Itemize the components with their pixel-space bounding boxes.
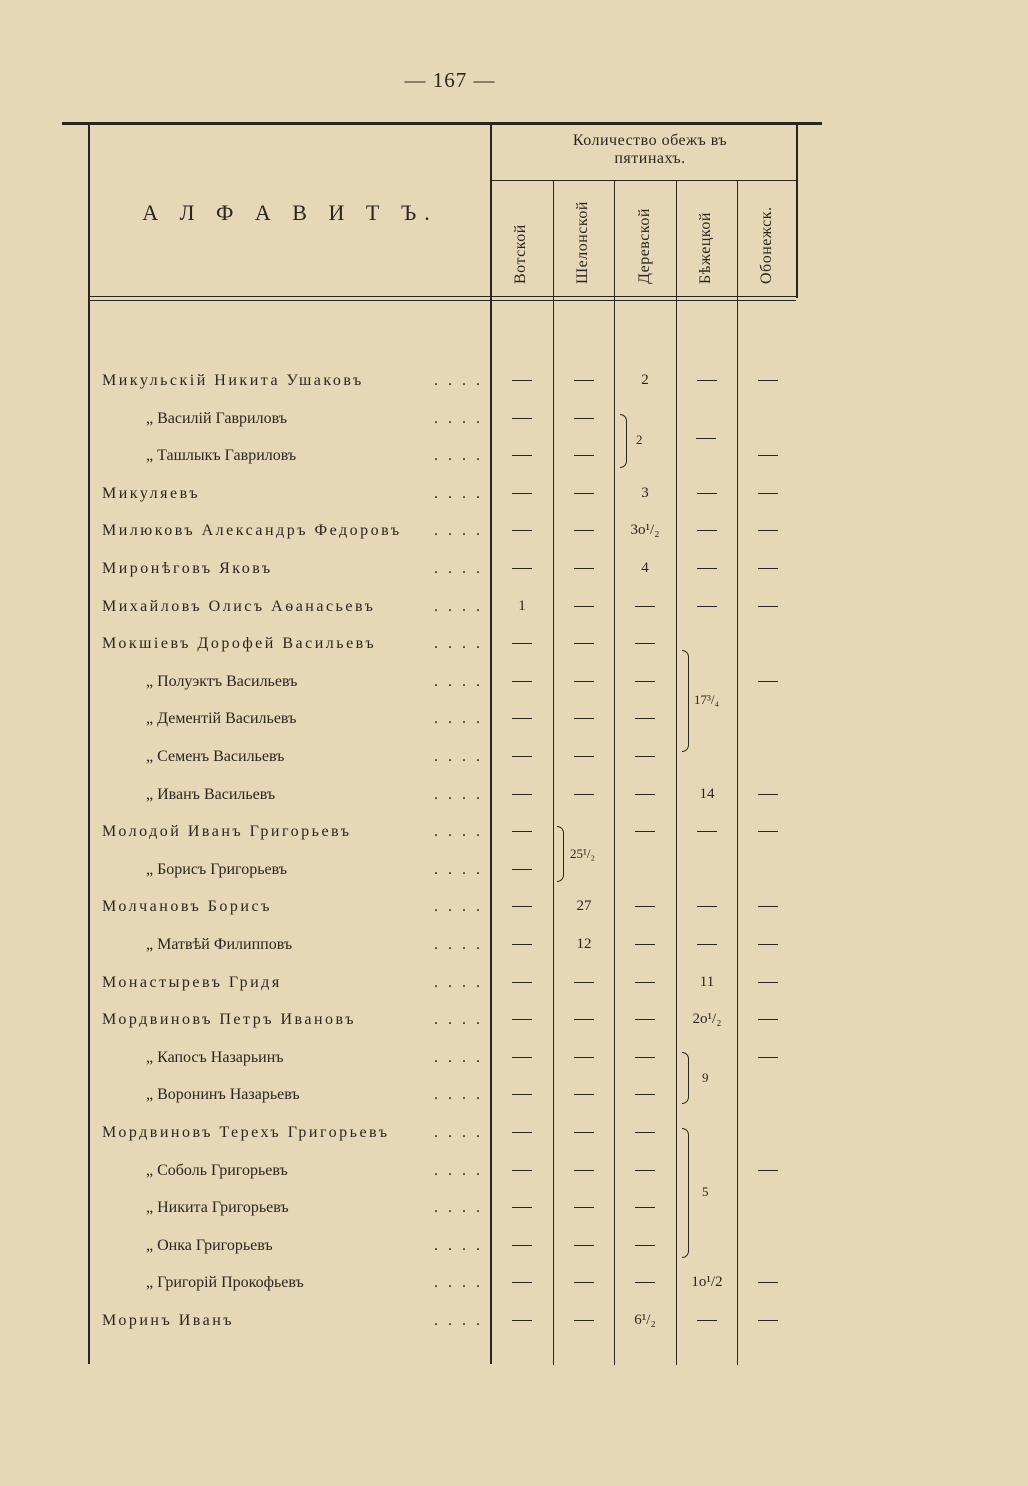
dot-leaders: . . . . <box>434 522 483 539</box>
dash-mark <box>635 756 655 758</box>
obzh-cell <box>554 1011 614 1028</box>
table-top-rule <box>62 122 822 125</box>
table-row <box>0 1237 1028 1267</box>
dash-mark <box>635 1282 655 1284</box>
dash-mark <box>635 606 655 608</box>
entry-name: „ Ташлыкъ Гавриловъ <box>146 447 297 464</box>
dash-mark <box>512 718 532 720</box>
table-row <box>0 598 1028 628</box>
dot-leaders: . . . . <box>434 974 483 991</box>
obzh-cell <box>615 1162 675 1179</box>
entry-name: „ Семенъ Васильевъ <box>146 748 285 765</box>
obzh-cell <box>554 1086 614 1103</box>
obzh-cell <box>554 1199 614 1216</box>
dash-mark <box>758 455 778 457</box>
dot-leaders: . . . . <box>434 1162 483 1179</box>
obzh-cell <box>554 410 614 427</box>
table-row <box>0 673 1028 703</box>
obzh-cell: 3o¹/₂ <box>630 522 660 538</box>
obzh-cell <box>615 1199 675 1216</box>
brace-derevskoy <box>620 414 627 468</box>
obzh-cell <box>492 1011 552 1028</box>
obzh-cell <box>738 786 798 803</box>
obzh-cell <box>554 635 614 652</box>
obzh-cell <box>738 560 798 577</box>
dash-mark <box>697 831 717 833</box>
dash-mark <box>697 530 717 532</box>
obzh-cell <box>492 1312 552 1329</box>
brace-bezh-17 <box>682 650 689 752</box>
dash-mark <box>574 418 594 420</box>
dot-leaders: . . . . <box>434 447 483 464</box>
obzh-cell <box>492 447 552 464</box>
obzh-cell <box>492 410 552 427</box>
brace-value-bezh-17: 17³/₄ <box>694 692 720 707</box>
obzh-cell <box>615 598 675 615</box>
dash-mark <box>574 455 594 457</box>
dash-mark <box>758 606 778 608</box>
dash-mark <box>512 1094 532 1096</box>
obzh-cell <box>492 786 552 803</box>
dot-leaders: . . . . <box>434 1274 483 1291</box>
table-row <box>0 974 1028 1004</box>
dash-mark <box>512 756 532 758</box>
table-row <box>0 861 1028 891</box>
obzh-cell <box>738 522 798 539</box>
dot-leaders: . . . . <box>434 786 483 803</box>
col-header-bezhetskoy: Бѣжецкой <box>697 212 714 284</box>
obzh-cell <box>738 673 798 690</box>
table-row <box>0 898 1028 928</box>
dash-mark <box>758 906 778 908</box>
dash-mark <box>512 1245 532 1247</box>
obzh-cell <box>554 1049 614 1066</box>
dash-mark <box>512 643 532 645</box>
obzh-cell <box>492 1086 552 1103</box>
obzh-cell <box>738 447 798 464</box>
alphabet-title: А Л Ф А В И Т Ъ. <box>142 200 438 225</box>
dash-mark <box>758 982 778 984</box>
obzh-cell <box>554 1274 614 1291</box>
dash-mark <box>574 756 594 758</box>
obzh-cell <box>492 372 552 389</box>
dash-mark <box>697 944 717 946</box>
dot-leaders: . . . . <box>434 372 483 389</box>
dash-mark <box>574 606 594 608</box>
obzh-cell <box>492 1162 552 1179</box>
dash-mark <box>758 380 778 382</box>
dash-mark <box>635 1057 655 1059</box>
obzh-cell <box>554 1237 614 1254</box>
brace-value-bezh-5: 5 <box>702 1184 709 1199</box>
dash-mark <box>574 1094 594 1096</box>
dot-leaders: . . . . <box>434 560 483 577</box>
dash-mark <box>697 906 717 908</box>
dot-leaders: . . . . <box>434 635 483 652</box>
entry-name: Моринъ Иванъ <box>102 1312 235 1329</box>
entry-name: „ Борисъ Григорьевъ <box>146 861 288 878</box>
obzh-cell <box>738 485 798 502</box>
dot-leaders: . . . . <box>434 823 483 840</box>
obzh-cell <box>615 1011 675 1028</box>
dash-mark <box>574 1132 594 1134</box>
dash-mark <box>758 681 778 683</box>
obzh-cell <box>492 1049 552 1066</box>
dash-mark <box>758 1170 778 1172</box>
obzh-cell <box>615 1124 675 1141</box>
obzh-cell: 27 <box>576 898 592 914</box>
entry-name: Мокшіевъ Дорофей Васильевъ <box>102 635 377 652</box>
entry-name: Михайловъ Олисъ Аѳанасьевъ <box>102 598 376 615</box>
dash-mark <box>697 493 717 495</box>
table-row <box>0 786 1028 816</box>
dash-mark <box>697 380 717 382</box>
obzh-cell: 4 <box>641 560 649 576</box>
col-header-derevskoy: Деревской <box>636 208 653 284</box>
obzh-cell: 6¹/₂ <box>634 1312 656 1328</box>
dot-leaders: . . . . <box>434 748 483 765</box>
obzh-cell <box>492 936 552 953</box>
obzh-cell <box>492 1237 552 1254</box>
dot-leaders: . . . . <box>434 1086 483 1103</box>
dash-mark <box>635 1207 655 1209</box>
dash-mark <box>635 643 655 645</box>
entry-name: „ Дементій Васильевъ <box>146 710 297 727</box>
brace-value-derevskoy: 2 <box>636 432 643 447</box>
entry-name: Миронѣговъ Яковъ <box>102 560 273 577</box>
dash-mark <box>512 944 532 946</box>
obzh-cell <box>492 522 552 539</box>
dash-mark <box>635 1094 655 1096</box>
dash-mark <box>635 982 655 984</box>
entry-name: Молчановъ Борисъ <box>102 898 272 915</box>
obzh-cell <box>677 598 737 615</box>
dot-leaders: . . . . <box>434 936 483 953</box>
dash-mark <box>512 1057 532 1059</box>
dash-mark <box>635 1170 655 1172</box>
table-row <box>0 823 1028 853</box>
table-row <box>0 710 1028 740</box>
obzh-cell <box>554 485 614 502</box>
obzh-cell: 14 <box>699 786 715 802</box>
dot-leaders: . . . . <box>434 485 483 502</box>
dash-mark <box>574 794 594 796</box>
dash-mark <box>758 530 778 532</box>
dash-mark <box>512 906 532 908</box>
dash-mark <box>512 1207 532 1209</box>
dash-mark <box>758 1057 778 1059</box>
dash-mark <box>512 681 532 683</box>
obzh-cell <box>492 974 552 991</box>
obzh-cell <box>738 823 798 840</box>
table-row <box>0 1086 1028 1116</box>
brace-bezh-5 <box>682 1128 689 1258</box>
dash-mark <box>512 1170 532 1172</box>
dash-mark <box>635 718 655 720</box>
dash-mark <box>512 493 532 495</box>
group-header-rule <box>492 180 796 181</box>
dash-mark <box>574 493 594 495</box>
obzh-cell <box>615 635 675 652</box>
entry-name: „ Григорій Прокофьевъ <box>146 1274 304 1291</box>
obzh-cell <box>738 898 798 915</box>
table-row <box>0 372 1028 402</box>
table-row <box>0 1274 1028 1304</box>
dash-mark <box>574 681 594 683</box>
obzh-cell <box>615 1049 675 1066</box>
entry-name: Мордвиновъ Петръ Ивановъ <box>102 1011 356 1028</box>
obzh-cell <box>677 936 737 953</box>
obzh-cell <box>492 673 552 690</box>
col-header-votskoy: Вотской <box>512 224 529 284</box>
obzh-cell <box>677 1312 737 1329</box>
obzh-cell: 1o¹/2 <box>691 1274 723 1290</box>
table-right-border <box>796 124 798 298</box>
obzh-cell <box>492 861 552 878</box>
brace-value-bezh-dash <box>676 430 736 447</box>
dash-mark <box>697 568 717 570</box>
obzh-cell <box>615 748 675 765</box>
dot-leaders: . . . . <box>434 673 483 690</box>
obzh-cell <box>492 1124 552 1141</box>
obzh-cell <box>492 560 552 577</box>
dash-mark <box>758 1019 778 1021</box>
dash-mark <box>574 1207 594 1209</box>
dash-mark <box>574 643 594 645</box>
obzh-cell <box>615 1274 675 1291</box>
table-row <box>0 1049 1028 1079</box>
obzh-cell <box>615 673 675 690</box>
obzh-cell <box>492 748 552 765</box>
obzh-cell <box>615 710 675 727</box>
dot-leaders: . . . . <box>434 710 483 727</box>
obzh-cell <box>554 1124 614 1141</box>
entry-name: Микульскій Никита Ушаковъ <box>102 372 364 389</box>
table-row <box>0 1312 1028 1342</box>
dot-leaders: . . . . <box>434 1011 483 1028</box>
dash-mark <box>574 1245 594 1247</box>
obzh-cell <box>677 372 737 389</box>
header-rule-2 <box>90 300 796 301</box>
obzh-cell <box>615 974 675 991</box>
obzh-cell <box>615 936 675 953</box>
dash-mark <box>512 568 532 570</box>
entry-name: Монастыревъ Гридя <box>102 974 282 991</box>
obzh-cell <box>554 447 614 464</box>
obzh-cell <box>615 1086 675 1103</box>
dash-mark <box>758 568 778 570</box>
dash-mark <box>574 530 594 532</box>
table-row <box>0 485 1028 515</box>
table-row <box>0 560 1028 590</box>
brace-value-bezh-9: 9 <box>702 1070 709 1085</box>
brace-shelon-25 <box>557 826 564 882</box>
entry-name: „ Капосъ Назарьинъ <box>146 1049 284 1066</box>
table-row <box>0 447 1028 477</box>
obzh-cell <box>738 372 798 389</box>
entry-name: Молодой Иванъ Григорьевъ <box>102 823 352 840</box>
dash-mark <box>574 1170 594 1172</box>
brace-value-shelon-25: 25¹/₂ <box>570 846 596 861</box>
table-row <box>0 522 1028 552</box>
obzh-cell <box>615 823 675 840</box>
dot-leaders: . . . . <box>434 1312 483 1329</box>
dash-mark <box>512 1320 532 1322</box>
entry-name: „ Воронинъ Назарьевъ <box>146 1086 300 1103</box>
dash-mark <box>758 1320 778 1322</box>
dash-mark <box>758 794 778 796</box>
dash-mark <box>512 831 532 833</box>
obzh-cell <box>677 522 737 539</box>
dash-mark <box>512 1282 532 1284</box>
dot-leaders: . . . . <box>434 410 483 427</box>
dash-mark <box>635 1019 655 1021</box>
table-row <box>0 410 1028 440</box>
dash-mark <box>574 982 594 984</box>
dash-mark <box>697 606 717 608</box>
entry-name: Милюковъ Александръ Федоровъ <box>102 522 402 539</box>
obzh-cell <box>554 560 614 577</box>
col-header-shelonskoy: Шелонской <box>574 201 591 284</box>
table-row <box>0 748 1028 778</box>
obzh-cell <box>554 748 614 765</box>
dash-mark <box>574 380 594 382</box>
dot-leaders: . . . . <box>434 861 483 878</box>
obzh-cell <box>492 1199 552 1216</box>
entry-name: „ Онка Григорьевъ <box>146 1237 273 1254</box>
entry-name: „ Никита Григорьевъ <box>146 1199 289 1216</box>
obzh-cell <box>554 710 614 727</box>
table-row <box>0 1124 1028 1154</box>
obzh-group-title: Количество обежъ въ пятинахъ. <box>572 132 728 167</box>
dash-mark <box>635 1132 655 1134</box>
dash-mark <box>574 1057 594 1059</box>
dash-mark <box>512 794 532 796</box>
obzh-cell <box>492 823 552 840</box>
dot-leaders: . . . . <box>434 1124 483 1141</box>
dot-leaders: . . . . <box>434 1049 483 1066</box>
header-rule-1 <box>90 296 796 297</box>
dash-mark <box>635 681 655 683</box>
obzh-cell <box>492 710 552 727</box>
obzh-cell <box>677 898 737 915</box>
obzh-cell <box>492 485 552 502</box>
dash-mark <box>574 1019 594 1021</box>
obzh-cell <box>677 485 737 502</box>
dash-mark <box>635 1245 655 1247</box>
obzh-cell <box>554 1312 614 1329</box>
obzh-cell <box>554 598 614 615</box>
dash-mark <box>512 1132 532 1134</box>
obzh-cell <box>677 560 737 577</box>
obzh-cell <box>738 1011 798 1028</box>
dash-mark <box>512 418 532 420</box>
dash-mark <box>512 869 532 871</box>
dash-mark <box>758 831 778 833</box>
dash-mark <box>512 1019 532 1021</box>
obzh-cell <box>554 974 614 991</box>
obzh-cell <box>615 898 675 915</box>
obzh-cell <box>738 1312 798 1329</box>
dash-mark <box>758 493 778 495</box>
entry-name: „ Соболь Григорьевъ <box>146 1162 288 1179</box>
obzh-cell <box>554 1162 614 1179</box>
table-row <box>0 936 1028 966</box>
dash-mark <box>635 906 655 908</box>
table-row <box>0 1199 1028 1229</box>
table-row <box>0 1011 1028 1041</box>
obzh-cell <box>492 635 552 652</box>
dash-mark <box>758 1282 778 1284</box>
obzh-cell <box>677 823 737 840</box>
dash-mark <box>574 568 594 570</box>
dot-leaders: . . . . <box>434 598 483 615</box>
obzh-cell: 11 <box>699 974 715 990</box>
dash-mark <box>512 982 532 984</box>
dash-mark <box>512 530 532 532</box>
dash-mark <box>574 718 594 720</box>
col-header-obonezhsk: Обонежск. <box>758 206 775 284</box>
obzh-cell: 12 <box>576 936 592 952</box>
obzh-cell <box>738 598 798 615</box>
dash-mark <box>512 380 532 382</box>
obzh-cell <box>554 673 614 690</box>
entry-name: „ Полуэктъ Васильевъ <box>146 673 298 690</box>
entry-name: „ Иванъ Васильевъ <box>146 786 276 803</box>
obzh-cell <box>738 1049 798 1066</box>
obzh-cell <box>738 1162 798 1179</box>
dot-leaders: . . . . <box>434 1199 483 1216</box>
entry-name: Мордвиновъ Терехъ Григорьевъ <box>102 1124 390 1141</box>
obzh-cell <box>615 1237 675 1254</box>
dash-mark <box>574 1320 594 1322</box>
dash-mark <box>635 944 655 946</box>
obzh-cell: 2o¹/₂ <box>692 1011 722 1027</box>
obzh-cell <box>554 786 614 803</box>
obzh-cell <box>492 1274 552 1291</box>
dash-mark <box>697 1320 717 1322</box>
dash-mark <box>758 944 778 946</box>
entry-name: „ Матвѣй Филипповъ <box>146 936 293 953</box>
table-row <box>0 1162 1028 1192</box>
page-number: — 167 — <box>404 68 496 92</box>
entry-name: Микуляевъ <box>102 485 201 502</box>
obzh-cell: 1 <box>518 598 526 614</box>
dash-mark <box>635 794 655 796</box>
entry-name: „ Василій Гавриловъ <box>146 410 288 427</box>
dash-mark <box>574 1282 594 1284</box>
obzh-cell: 2 <box>641 372 649 388</box>
obzh-cell <box>554 372 614 389</box>
obzh-cell <box>738 936 798 953</box>
dot-leaders: . . . . <box>434 1237 483 1254</box>
table-row <box>0 635 1028 665</box>
dot-leaders: . . . . <box>434 898 483 915</box>
dash-mark <box>635 831 655 833</box>
obzh-cell <box>738 974 798 991</box>
dash-mark <box>512 455 532 457</box>
brace-bezh-9 <box>682 1052 689 1104</box>
obzh-cell <box>738 1274 798 1291</box>
obzh-cell <box>554 522 614 539</box>
obzh-cell <box>615 786 675 803</box>
obzh-cell <box>492 898 552 915</box>
obzh-cell: 3 <box>641 485 649 501</box>
